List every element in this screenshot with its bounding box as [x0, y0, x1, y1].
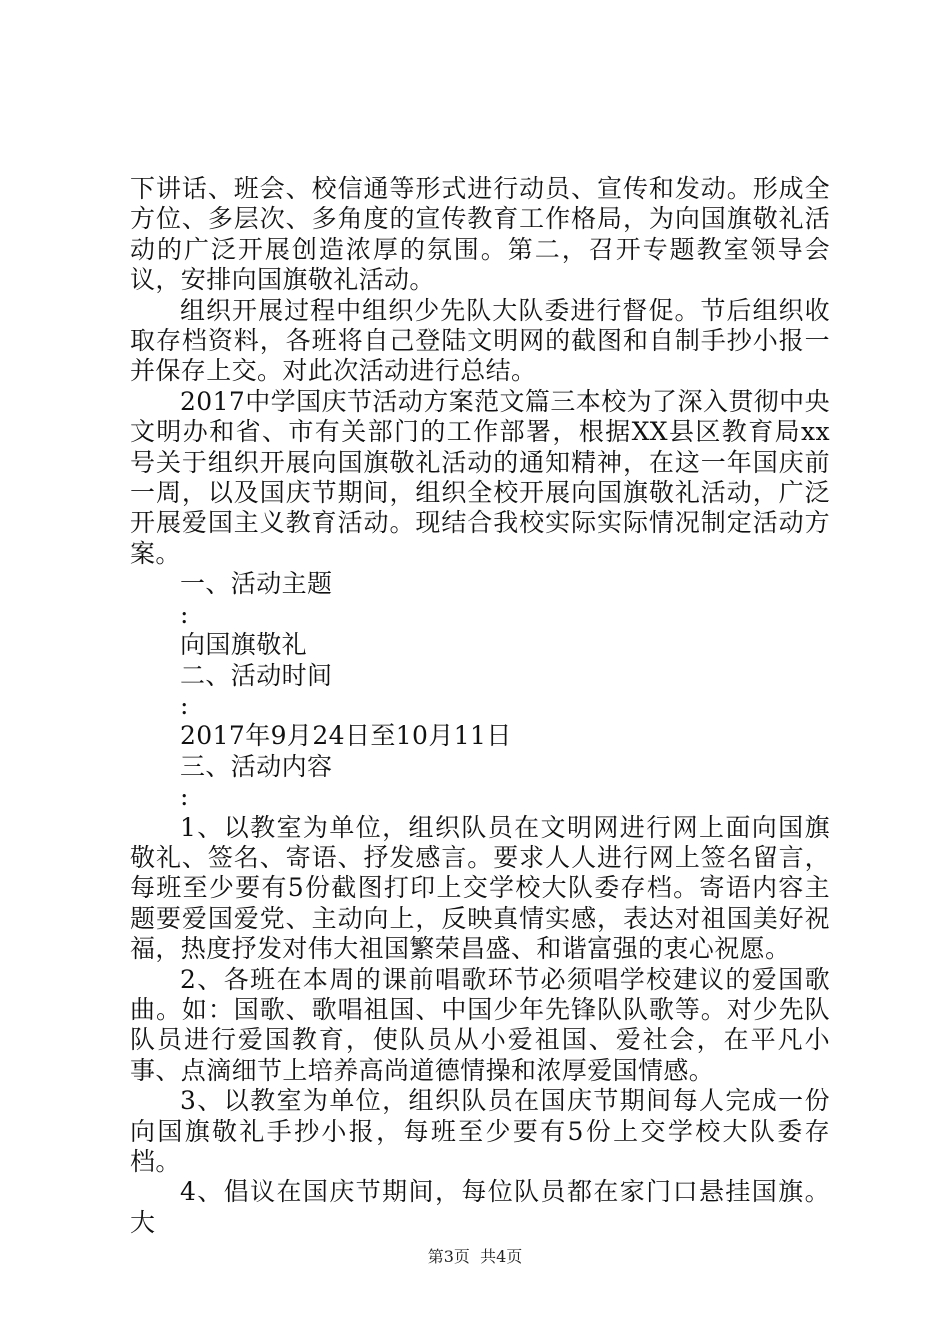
colon-line: :: [180, 690, 189, 720]
footer-separator: [470, 1247, 480, 1266]
paragraph: 4、倡议在国庆节期间，每位队员都在家门口悬挂国旗。大: [130, 1177, 830, 1237]
colon-line: :: [180, 782, 189, 812]
paragraph: 2017中学国庆节活动方案范文篇三本校为了深入贯彻中央文明办和省、市有关部门的工作部署，根据XX县区教育局xx号关于组织开展向国旗敬礼活动的通知精神，在这一年国庆前一周，以及国庆节期间，组织全校开展向国旗敬礼活动，广泛开展爱国主义教育活动。现结合我校实际实际情况制定活动方案。: [130, 386, 830, 568]
colon-line: :: [180, 599, 189, 629]
paragraph: 向国旗敬礼: [180, 630, 308, 660]
section-heading: 一、活动主题: [180, 569, 333, 599]
paragraph: 3、以教室为单位，组织队员在国庆节期间每人完成一份向国旗敬礼手抄小报，每班至少要有5份上交学校大队委存档。: [130, 1086, 830, 1176]
section-heading: 三、活动内容: [180, 751, 333, 781]
paragraph: 组织开展过程中组织少先队大队委进行督促。节后组织收取存档资料，各班将自己登陆文明网的截图和自制手抄小报一并保存上交。对此次活动进行总结。: [130, 295, 830, 386]
page-total: 共4页: [480, 1247, 523, 1266]
page-footer: [0, 1244, 950, 1267]
section-heading: 二、活动时间: [180, 660, 333, 690]
paragraph: 2、各班在本周的课前唱歌环节必须唱学校建议的爱国歌曲。如：国歌、歌唱祖国、中国少年先锋队队歌等。对少先队队员进行爱国教育，使队员从小爱祖国、爱社会，在平凡小事、点滴细节上培养高尚道德情操和浓厚爱国情感。: [130, 964, 830, 1085]
page-number: 第3页: [427, 1247, 470, 1266]
paragraph: 1、以教室为单位，组织队员在文明网进行网上面向国旗敬礼、签名、寄语、抒发感言。要求人人进行网上签名留言，每班至少要有5份截图打印上交学校大队委存档。寄语内容主题要爱国爱党、主动向上，反映真情实感，表达对祖国美好祝福，热度抒发对伟大祖国繁荣昌盛、和谐富强的衷心祝愿。: [130, 812, 830, 964]
document-body: [130, 174, 830, 1238]
paragraph: 下讲话、班会、校信通等形式进行动员、宣传和发动。形成全方位、多层次、多角度的宣传教育工作格局，为向国旗敬礼活动的广泛开展创造浓厚的氛围。第二，召开专题教室领导会议，安排向国旗敬礼活动。: [130, 174, 830, 295]
paragraph: 2017年9月24日至10月11日: [180, 721, 512, 751]
